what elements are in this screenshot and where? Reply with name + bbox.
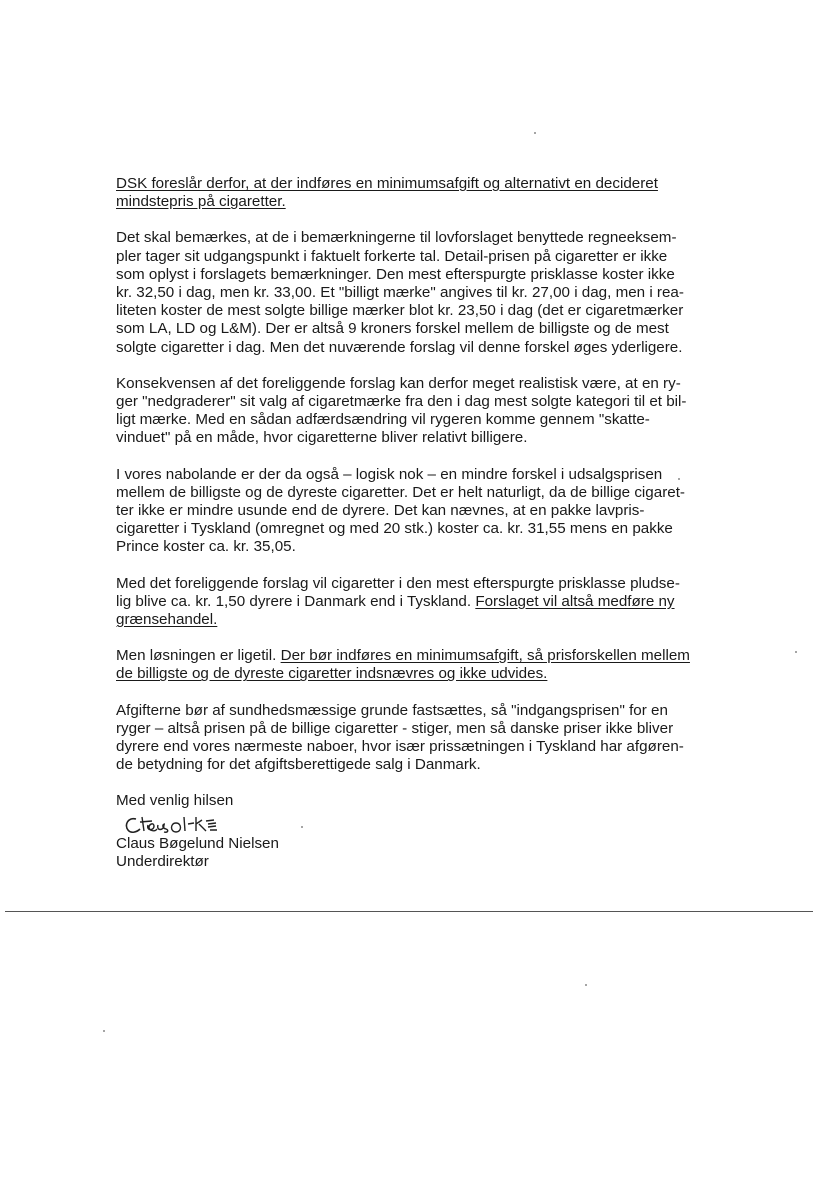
underlined-segment: de billigste og de dyreste cigaretter indsnævres og ikke udvides. [116, 665, 548, 683]
underlined-segment: Forslaget vil altså medføre ny [475, 592, 675, 610]
text-line: Med det foreliggende forslag vil cigaretter i den mest efterspurgte prisklasse pludse- [116, 574, 680, 592]
text-line [116, 665, 716, 683]
paragraph-neighbour-countries [116, 466, 716, 557]
text-line: Konsekvensen af det foreliggende forslag kan derfor meget realistisk være, at en ry- [116, 374, 681, 392]
text-line: ryger – altså prisen på de billige cigaretter - stiger, men så danske priser ikke bliver [116, 719, 674, 737]
paragraph-consequence [116, 375, 716, 448]
scan-speck [534, 132, 536, 134]
text-line [116, 611, 716, 629]
text-segment: Men løsningen er ligetil. [116, 647, 281, 665]
paragraph-border-trade [116, 575, 716, 630]
text-line: vinduet" på en måde, hvor cigaretterne bliver relativt billigere. [116, 429, 528, 447]
heading-line-2: mindstepris på cigaretter. [116, 193, 286, 211]
text-line: kr. 32,50 i dag, men kr. 33,00. Et "billigt mærke" angives til kr. 27,00 i dag, men i rea- [116, 284, 684, 302]
text-line: ger "nedgraderer" sit valg af cigaretmærke fra den i dag mest solgte kategori til et bil- [116, 393, 687, 411]
text-line: pler tager sit udgangspunkt i faktuelt forkerte tal. Detail-prisen på cigaretter er ikke [116, 247, 668, 265]
text-line: solgte cigaretter i dag. Men det nuværende forslag vil denne forskel øges yderligere. [116, 338, 683, 356]
paragraph-price-figures [116, 229, 716, 356]
signatory-title: Underdirektør [116, 852, 209, 870]
text-line: cigaretter i Tyskland (omregnet og med 20 stk.) koster ca. kr. 31,55 mens en pakke [116, 520, 673, 538]
signatory-name: Claus Bøgelund Nielsen [116, 834, 279, 852]
underlined-segment: Der bør indføres en minimumsafgift, så prisforskellen mellem [280, 647, 690, 665]
greeting: Med venlig hilsen [116, 792, 234, 810]
scan-speck [301, 826, 303, 828]
scan-speck [585, 984, 587, 986]
letter-closing [116, 792, 716, 871]
text-line: Prince koster ca. kr. 35,05. [116, 538, 296, 556]
letter-body [116, 175, 716, 871]
text-line: de betydning for det afgiftsberettigede salg i Danmark. [116, 756, 481, 774]
text-line: ter ikke er mindre usunde end de dyrere. Det kan nævnes, at en pakke lavpris- [116, 502, 645, 520]
text-line [116, 647, 716, 665]
text-line [116, 593, 716, 611]
text-line: mellem de billigste og de dyreste cigaretter. Det er helt naturligt, da de billige cigaret- [116, 483, 685, 501]
text-line: I vores nabolande er der da også – logisk nok – en mindre forskel i udsalgsprisen [116, 465, 663, 483]
text-line: som oplyst i forslagets bemærkninger. Den mest efterspurgte prisklasse koster ikke [116, 265, 675, 283]
proposal-heading [116, 175, 716, 211]
paragraph-taxes [116, 702, 716, 775]
text-line: liteten koster de mest solgte billige mærker blot kr. 23,50 i dag (det er cigaretmærker [116, 302, 684, 320]
underlined-segment: grænsehandel. [116, 611, 218, 629]
text-segment: lig blive ca. kr. 1,50 dyrere i Danmark end i Tyskland. [116, 592, 476, 610]
heading-line-1: DSK foreslår derfor, at der indføres en minimumsafgift og alternativt en decideret [116, 175, 658, 192]
scan-speck [103, 1030, 105, 1032]
text-line: dyrere end vores nærmeste naboer, hvor især prissætningen i Tyskland har afgøren- [116, 738, 684, 756]
text-line: Det skal bemærkes, at de i bemærkningerne til lovforslaget benyttede regneeksem- [116, 229, 677, 247]
text-line: som LA, LD og L&M). Der er altså 9 kroners forskel mellem de billigste og de mest [116, 320, 669, 338]
paragraph-solution [116, 647, 716, 683]
scan-speck [678, 478, 680, 480]
scan-speck [795, 651, 797, 653]
horizontal-rule [5, 911, 813, 912]
text-line: Afgifterne bør af sundhedsmæssige grunde fastsættes, så "indgangsprisen" for en [116, 701, 668, 719]
text-line: ligt mærke. Med en sådan adfærdsændring vil rygeren komme gennem "skatte- [116, 411, 650, 429]
